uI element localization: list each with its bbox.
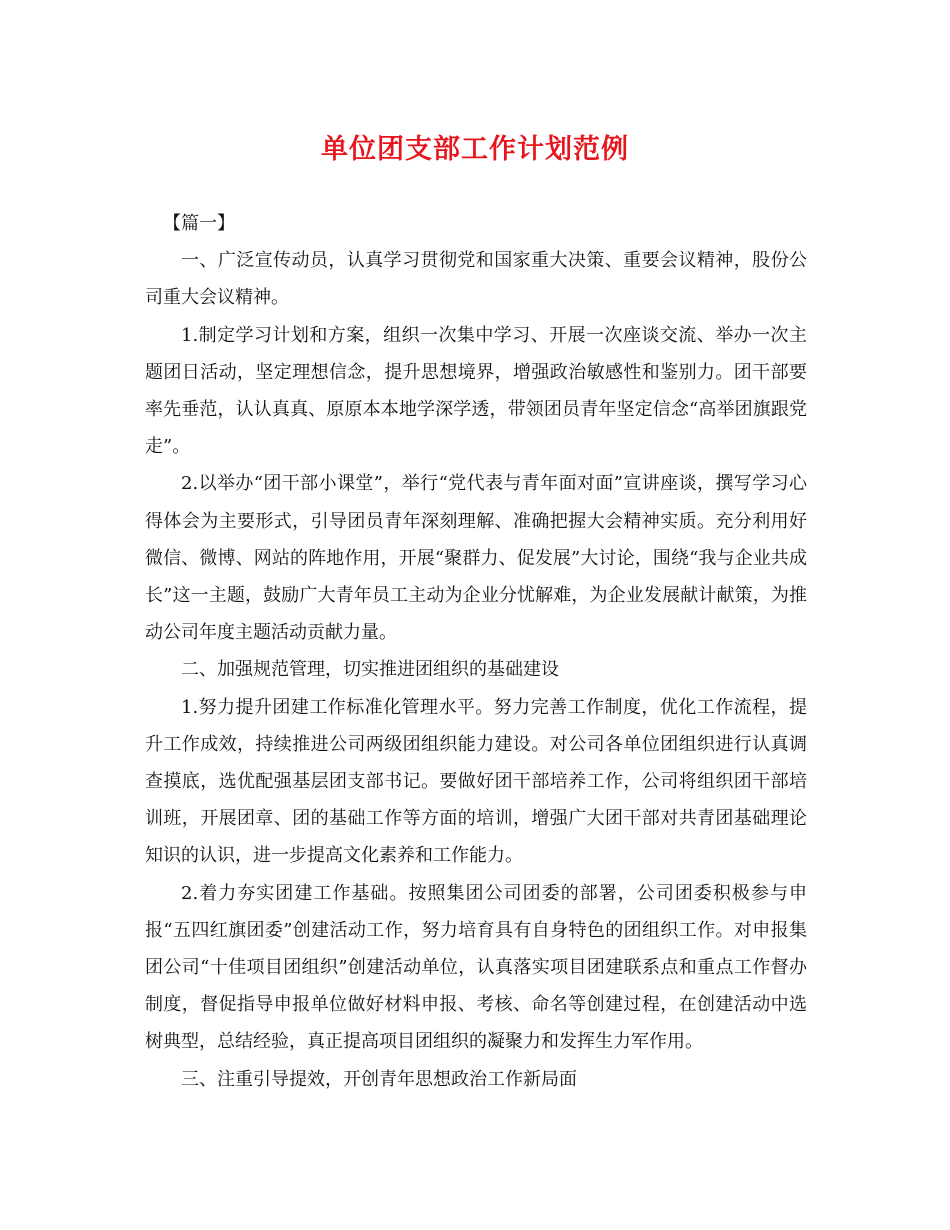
heading-3: 三、注重引导提效，开创青年思想政治工作新局面: [181, 1068, 577, 1090]
section-label: 【篇一】: [163, 213, 235, 234]
document-title: 单位团支部工作计划范例: [321, 134, 629, 165]
paragraph-1-1: 1.制定学习计划和方案，组织一次集中学习、开展一次座谈交流、举办一次主题团日活动，坚定理想信念，提升思想境界，增强政治敏感性和鉴别力。团干部要率先垂范，认认真真、原原本本地学深学透，带领团员青年坚定信念“高举团旗跟党走”。: [145, 324, 807, 458]
heading-1: 一、广泛宣传动员，认真学习贯彻党和国家重大决策、重要会议精神，股份公司重大会议精神。: [145, 250, 807, 309]
paragraph-2-2: 2.着力夯实团建工作基础。按照集团公司团委的部署，公司团委积极参与申报“五四红旗团委”创建活动工作，努力培育具有自身特色的团组织工作。对申报集团公司“十佳项目团组织”创建活动单位，认真落实项目团建联系点和重点工作督办制度，督促指导申报单位做好材料申报、考核、命名等创建过程，在创建活动中选树典型，总结经验，真正提高项目团组织的凝聚力和发挥生力军作用。: [145, 882, 807, 1053]
paragraph-2-1: 1.努力提升团建工作标准化管理水平。努力完善工作制度，优化工作流程，提升工作成效，持续推进公司两级团组织能力建设。对公司各单位团组织进行认真调查摸底，选优配强基层团支部书记。要做好团干部培养工作，公司将组织团干部培训班，开展团章、团的基础工作等方面的培训，增强广大团干部对共青团基础理论知识的认识，进一步提高文化素养和工作能力。: [145, 696, 807, 867]
heading-2: 二、加强规范管理，切实推进团组织的基础建设: [181, 659, 559, 681]
document-body: [145, 205, 807, 1098]
paragraph-1-2: 2.以举办“团干部小课堂”，举行“党代表与青年面对面”宣讲座谈，撰写学习心得体会为主要形式，引导团员青年深刻理解、准确把握大会精神实质。充分利用好微信、微博、网站的阵地作用，开展“聚群力、促发展”大讨论，围绕“我与企业共成长”这一主题，鼓励广大青年员工主动为企业分忧解难，为企业发展献计献策，为推动公司年度主题活动贡献力量。: [145, 473, 807, 644]
